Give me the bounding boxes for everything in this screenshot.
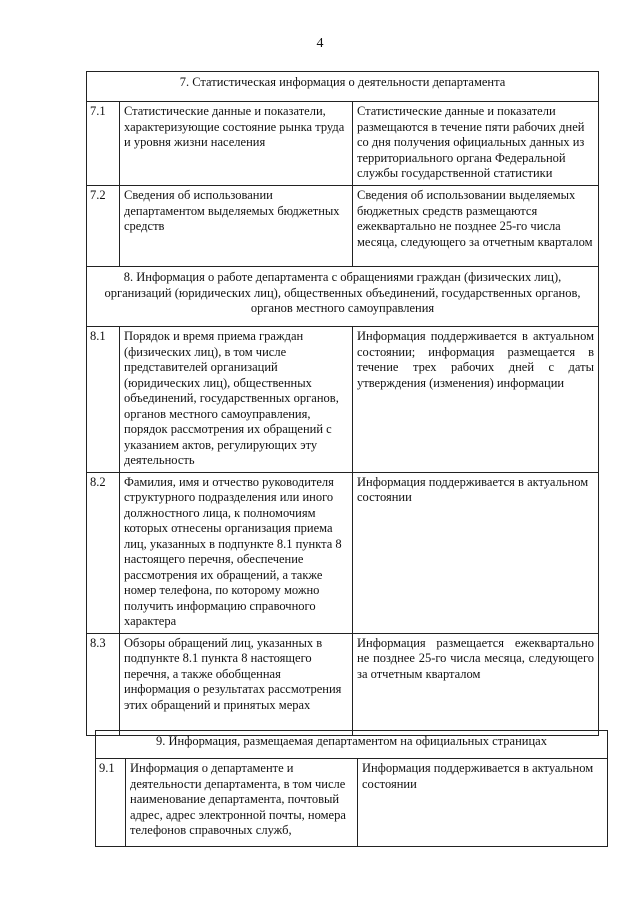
table-row	[87, 472, 599, 633]
section-7-title: 7. Статистическая информация о деятельности департамента	[87, 72, 599, 102]
row-number: 8.1	[87, 327, 120, 473]
row-name: Сведения об использовании департаментом выделяемых бюджетных средств	[120, 186, 353, 267]
row-timing: Информация поддерживается в актуальном состоянии	[353, 472, 599, 633]
row-timing: Информация размещается ежеквартально не позднее 25-го числа месяца, следующего за отчетным кварталом	[353, 633, 599, 735]
section-9-title: 9. Информация, размещаемая департаментом на официальных страницах	[96, 731, 608, 759]
info-table-continued	[95, 730, 608, 847]
row-name: Фамилия, имя и отчество руководителя структурного подразделения или иного должностного лица, к полномочиям которых отнесены организация приема лиц, указанных в подпункте 8.1 пункта 8 настоящего перечня, обеспечение рассмотрения их обращений, а также номер телефона, по которому можно получить информацию справочного характера	[120, 472, 353, 633]
row-name: Статистические данные и показатели, характеризующие состояние рынка труда и уровня жизни населения	[120, 102, 353, 186]
row-number: 9.1	[96, 759, 126, 847]
row-timing: Сведения об использовании выделяемых бюджетных средств размещаются ежеквартально не позднее 25-го числа месяца, следующего за отчетным кварталом	[353, 186, 599, 267]
table-row	[87, 102, 599, 186]
row-name: Информация о департаменте и деятельности департамента, в том числе наименование департамента, почтовый адрес, адрес электронной почты, номера телефонов справочных служб,	[126, 759, 358, 847]
row-timing: Информация поддерживается в актуальном состоянии; информация размещается в течение трех рабочих дней с даты утверждения (изменения) информации	[353, 327, 599, 473]
info-table	[86, 71, 599, 736]
row-number: 7.2	[87, 186, 120, 267]
table-row	[87, 186, 599, 267]
row-number: 8.3	[87, 633, 120, 735]
table-row	[96, 759, 608, 847]
row-name: Обзоры обращений лиц, указанных в подпункте 8.1 пункта 8 настоящего перечня, а также обобщенная информация о результатах рассмотрения этих обращений и принятых мерах	[120, 633, 353, 735]
row-number: 7.1	[87, 102, 120, 186]
section-8-title: 8. Информация о работе департамента с обращениями граждан (физических лиц), организаций (юридических лиц), общественных объединений, государственных органов, органов местного самоуправления	[87, 267, 599, 327]
row-name: Порядок и время приема граждан (физических лиц), в том числе представителей организаций (юридических лиц), общественных объединений, государственных органов, органов местного самоуправления, порядок рассмотрения их обращений с указанием актов, регулирующих эту деятельность	[120, 327, 353, 473]
table-row	[87, 633, 599, 735]
row-number: 8.2	[87, 472, 120, 633]
page-number: 4	[316, 36, 324, 51]
row-timing: Информация поддерживается в актуальном состоянии	[358, 759, 608, 847]
row-timing: Статистические данные и показатели размещаются в течение пяти рабочих дней со дня получения официальных данных из территориального органа Федеральной службы государственной статистики	[353, 102, 599, 186]
table-row	[87, 327, 599, 473]
